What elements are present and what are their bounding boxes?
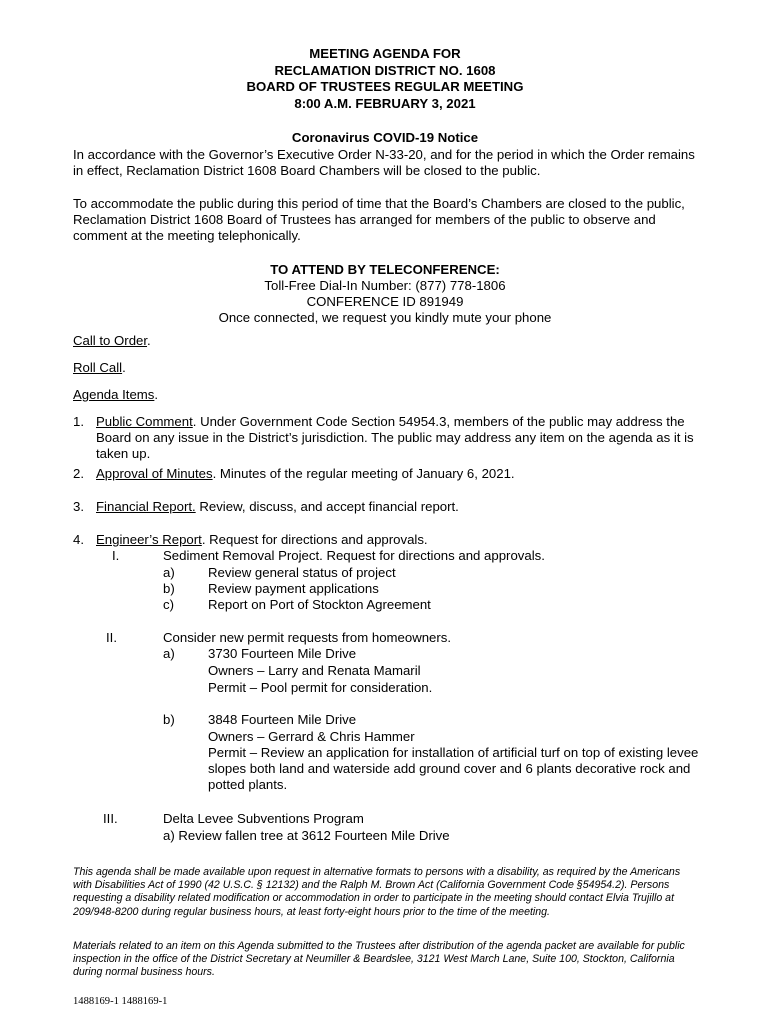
engineer-ii-num: II. [106, 630, 117, 645]
engineer-ii-a-letter: a) [163, 646, 175, 661]
engineer-ii-a-permit: Permit – Pool permit for consideration. [208, 680, 433, 695]
engineer-i-c-text: Report on Port of Stockton Agreement [208, 597, 431, 612]
item-4-text: . Request for directions and approvals. [201, 532, 428, 547]
roll-call: Roll Call. [73, 360, 126, 375]
engineer-iii-text: Delta Levee Subventions Program [163, 811, 364, 826]
teleconference-heading: TO ATTEND BY TELECONFERENCE: [270, 262, 500, 277]
covid-notice-para-1: In accordance with the Governor’s Executive Order N-33-20, and for the period in which the Order remains in effect, Reclamation District 1608 Board Chambers will be closed to the public. [73, 147, 695, 178]
engineer-i-b-text: Review payment applications [208, 581, 379, 596]
item-3-text: Review, discuss, and accept financial report. [195, 499, 459, 514]
engineer-ii-text: Consider new permit requests from homeowners. [163, 630, 452, 645]
item-2-text: . Minutes of the regular meeting of January 6, 2021. [212, 466, 515, 481]
engineer-i-a-letter: a) [163, 565, 175, 580]
item-4-title: Engineer’s Report [96, 532, 202, 547]
item-3-title: Financial Report. [96, 499, 196, 514]
agenda-items-heading: Agenda Items. [73, 387, 159, 402]
engineer-i-b-letter: b) [163, 581, 175, 596]
title-line-3: BOARD OF TRUSTEES REGULAR MEETING [246, 79, 524, 94]
agenda-page: MEETING AGENDA FOR RECLAMATION DISTRICT NO. 1608 BOARD OF TRUSTEES REGULAR MEETING 8:00 A.M. FEBRUARY 3, 2021 Coronavirus COVID-19 Notice In accordance with the Governor’s Executive Order N-33-20, and for the period in which the Order remains in effect, Reclamation District 1608 Board Chambers will be closed to the public. To accommodate the public during this period of time that the Board’s Chambers are closed to the public, Reclamation District 1608 Board of Trustees has arranged for members of the public to observe and comment at the meeting telephonically. TO ATTEND BY TELECONFERENCE: Toll-Free Dial-In Number: (877) 778-1806 CONFERENCE ID 891949 Once connected, we request you kindly mute your phone Call to Order. Roll Call. Agenda Items. 1. Public Comment. Under Government Code Section 54954.3, members of the public may address the Board on any issue in the District’s jurisdiction. The public may address any item on the agenda as it is taken up. 2. Approval of Minutes. Minutes of the regular meeting of January 6, 2021. 3. Financial Report. Review, discuss, and accept financial report. 4. Engineer’s Report. Request for directions and approvals. I. Sediment Removal Project. Request for directions and approvals. a) Review general status of project b) Review payment applications c) Report on Port of Stockton Agreement II. Consider new permit requests from homeowners. a) 3730 Fourteen Mile Drive Owners – Larry and Renata Mamaril Permit – Pool permit for consideration. b) 3848 Fourteen Mile Drive Owners – Gerrard & Chris Hammer Permit – Review an application for installation of artificial turf on top of existing levee slopes both land and waterside add ground cover and 6 plants decorative rock and potted plants. III. Delta Levee Subventions Program a) Review fallen tree at 3612 Fourteen Mile Drive This agenda shall be made available upon request in alternative formats to persons with a disability, as required by the Americans with Disabilities Act of 1990 (42 U.S.C. § 12132) and the Ralph M. Brown Act (California Government Code §54954.2). Persons requesting a disability related modification or accommodation in order to participate in the meeting should contact Elvia Trujillo at 209/948-8200 during regular business hours, at least forty-eight hours prior to the time of the meeting. Materials related to an item on this Agenda submitted to the Trustees after distribution of the agenda packet are available for public inspection in the office of the District Secretary at Neumiller & Beardslee, 3121 West March Lane, Suite 100, Stockton, California during normal business hours. 1488169-1 1488169-1 [0, 0, 770, 1024]
engineer-ii-a-address: 3730 Fourteen Mile Drive [208, 646, 357, 661]
item-1-title: Public Comment [96, 414, 193, 429]
document-id: 1488169-1 1488169-1 [73, 996, 168, 1007]
title-line-2: RECLAMATION DISTRICT NO. 1608 [274, 62, 496, 78]
covid-notice-para-2: To accommodate the public during this period of time that the Board’s Chambers are closed to the public, Reclamation District 1608 Board of Trustees has arranged for members of the public to observe and comment at the meeting telephonically. [73, 196, 685, 243]
engineer-i-num: I. [112, 548, 120, 563]
engineer-i-c-letter: c) [163, 597, 174, 612]
engineer-iii-num: III. [103, 811, 118, 826]
ada-notice: This agenda shall be made available upon request in alternative formats to persons with a disability, as required by the Americans with Disabilities Act of 1990 (42 U.S.C. § 12132) and the Ralph M. Brown Act (California Government Code §54954.2). Persons requesting a disability related modification or accommodation in order to participate in the meeting should contact Elvia Trujillo at 209/948-8200 during regular business hours, at least forty-eight hours prior to the time of the meeting. [73, 866, 681, 918]
engineer-ii-b-permit: Permit – Review an application for installation of artificial turf on top of existing levee slopes both land and waterside add ground cover and 6 plants decorative rock and potted plants. [208, 745, 699, 792]
engineer-ii-b-address: 3848 Fourteen Mile Drive [208, 712, 357, 727]
engineer-ii-b-letter: b) [163, 712, 175, 727]
engineer-ii-b-owners: Owners – Gerrard & Chris Hammer [208, 729, 415, 744]
teleconference-block [0, 262, 770, 326]
call-to-order: Call to Order. [73, 333, 151, 348]
mute-request: Once connected, we request you kindly mute your phone [218, 310, 552, 325]
engineer-i-text: Sediment Removal Project. Request for directions and approvals. [163, 548, 545, 563]
covid-notice-title: Coronavirus COVID-19 Notice [291, 130, 479, 145]
materials-notice: Materials related to an item on this Agenda submitted to the Trustees after distribution of the agenda packet are available for public inspection in the office of the District Secretary at Neumiller & Beardslee, 3121 West March Lane, Suite 100, Stockton, California during normal business hours. [73, 940, 685, 979]
engineer-i-a-text: Review general status of project [208, 565, 396, 580]
title-line-1: MEETING AGENDA FOR [309, 46, 461, 61]
engineer-ii-a-owners: Owners – Larry and Renata Mamaril [208, 663, 421, 678]
engineer-iii-sub: a) Review fallen tree at 3612 Fourteen Mile Drive [163, 828, 450, 843]
title-line-4: 8:00 A.M. FEBRUARY 3, 2021 [294, 95, 476, 111]
item-2-title: Approval of Minutes [96, 466, 213, 481]
agenda-title [0, 46, 770, 112]
conference-id: CONFERENCE ID 891949 [306, 294, 464, 309]
dial-in-number: Toll-Free Dial-In Number: (877) 778-1806 [264, 278, 506, 293]
item-1-text: . Under Government Code Section 54954.3, members of the public may address the Board on any issue in the District’s jurisdiction. The public may address any item on the agenda as it is taken up. [96, 414, 694, 461]
